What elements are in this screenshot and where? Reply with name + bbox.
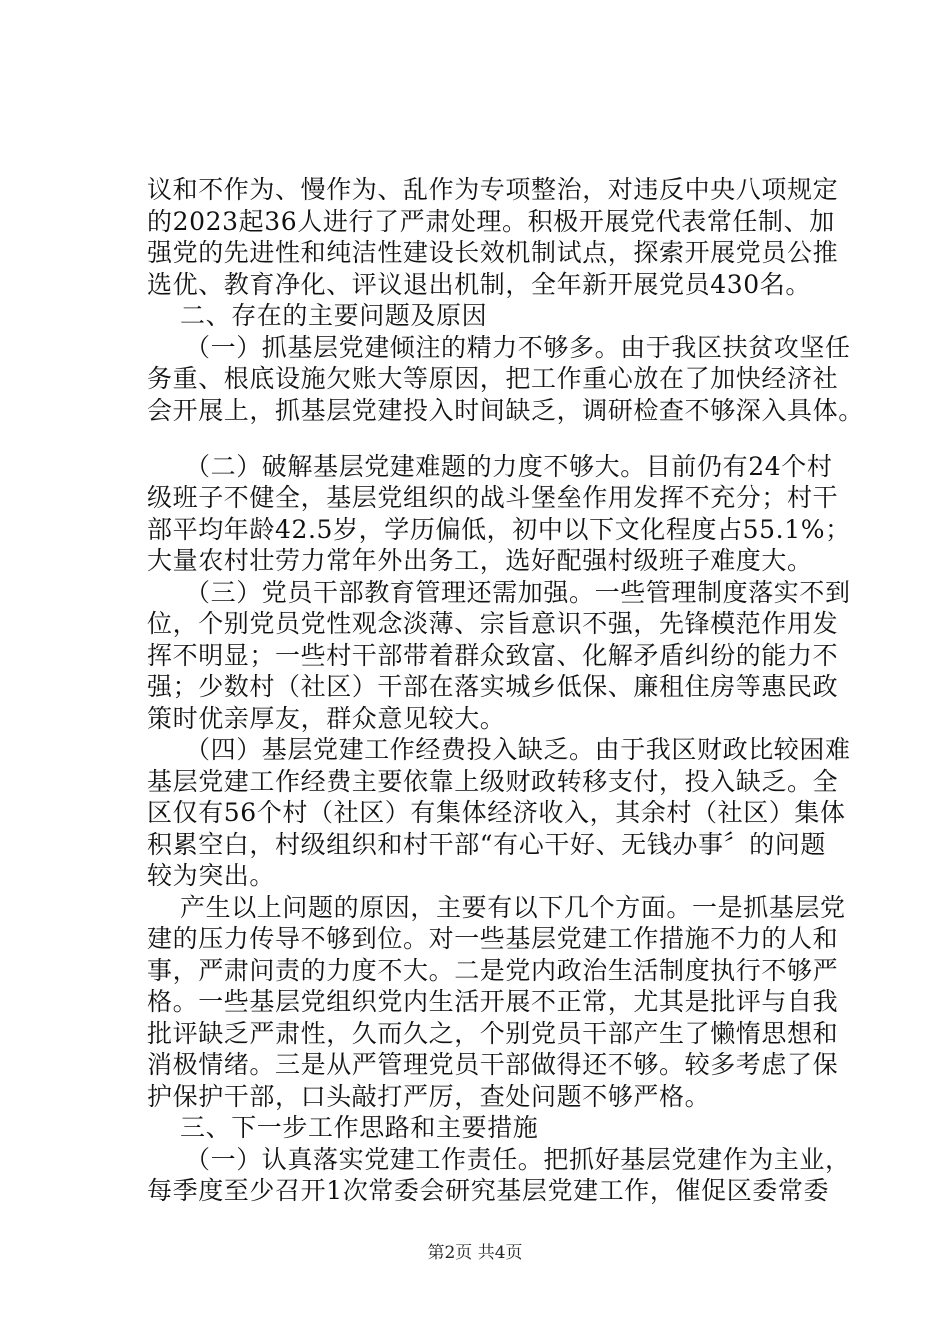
text-line: 级班子不健全，基层党组织的战斗堡垒作用发挥不充分；村干: [147, 483, 839, 512]
text-line: （三）党员干部教育管理还需加强。一些管理制度落实不到: [185, 578, 851, 607]
text-line: 强党的先进性和纯洁性建设长效机制试点，探索开展党员公推: [147, 238, 839, 267]
text-line: 挥不明显；一些村干部带着群众致富、化解矛盾纠纷的能力不: [147, 641, 839, 670]
text-line: 批评缺乏严肃性，久而久之，个别党员干部产生了懒惰思想和: [147, 1019, 839, 1048]
text-line: 每季度至少召开1次常委会研究基层党建工作，催促区委常委: [147, 1176, 830, 1205]
text-line: 议和不作为、慢作为、乱作为专项整治，对违反中央八项规定: [147, 175, 839, 204]
text-line: 强；少数村（社区）干部在落实城乡低保、廉租住房等惠民政: [147, 672, 839, 701]
text-line: 选优、教育净化、评议退出机制，全年新开展党员430名。: [147, 270, 811, 299]
text-line: 积累空白，村级组织和村干部“有心干好、无钱办事〞的问题: [147, 830, 826, 859]
text-line: 策时优亲厚友，群众意见较大。: [147, 704, 506, 733]
text-line: 事，严肃问责的力度不大。二是党内政治生活制度执行不够严: [147, 956, 839, 985]
text-line: （一）抓基层党建倾注的精力不够多。由于我区扶贫攻坚任: [185, 333, 851, 362]
text-line: （四）基层党建工作经费投入缺乏。由于我区财政比较困难: [185, 735, 851, 764]
text-line: 区仅有56个村（社区）有集体经济收入，其余村（社区）集体: [147, 798, 846, 827]
page-number-footer: 第2页 共4页: [427, 1243, 523, 1263]
text-line: （二）破解基层党建难题的力度不够大。目前仍有24个村: [185, 452, 833, 481]
text-line: 格。一些基层党组织党内生活开展不正常，尤其是批评与自我: [147, 987, 839, 1016]
text-line: 建的压力传导不够到位。对一些基层党建工作措施不力的人和: [147, 924, 839, 953]
text-line: 消极情绪。三是从严管理党员干部做得还不够。较多考虑了保: [147, 1050, 839, 1079]
text-line: 的2023起36人进行了严肃处理。积极开展党代表常任制、加: [147, 207, 835, 236]
section-heading: 三、下一步工作思路和主要措施: [180, 1113, 539, 1142]
text-line: 务重、根底设施欠账大等原因，把工作重心放在了加快经济社: [147, 364, 839, 393]
text-line: 位，个别党员党性观念淡薄、宗旨意识不强，先锋模范作用发: [147, 609, 839, 638]
text-line: 护保护干部，口头敲打严厉，查处问题不够严格。: [147, 1082, 711, 1111]
text-line: 大量农村壮劳力常年外出务工，选好配强村级班子难度大。: [147, 546, 813, 575]
text-line: 会开展上，抓基层党建投入时间缺乏，调研检查不够深入具体。: [147, 396, 864, 425]
text-line: （一）认真落实党建工作责任。把抓好基层党建作为主业，: [185, 1145, 851, 1174]
text-line: 部平均年龄42.5岁，学历偏低，初中以下文化程度占55.1%；: [147, 515, 851, 544]
text-line: 基层党建工作经费主要依靠上级财政转移支付，投入缺乏。全: [147, 767, 839, 796]
text-line: 较为突出。: [147, 861, 276, 890]
text-line: 产生以上问题的原因，主要有以下几个方面。一是抓基层党: [180, 893, 846, 922]
section-heading: 二、存在的主要问题及原因: [180, 301, 488, 330]
